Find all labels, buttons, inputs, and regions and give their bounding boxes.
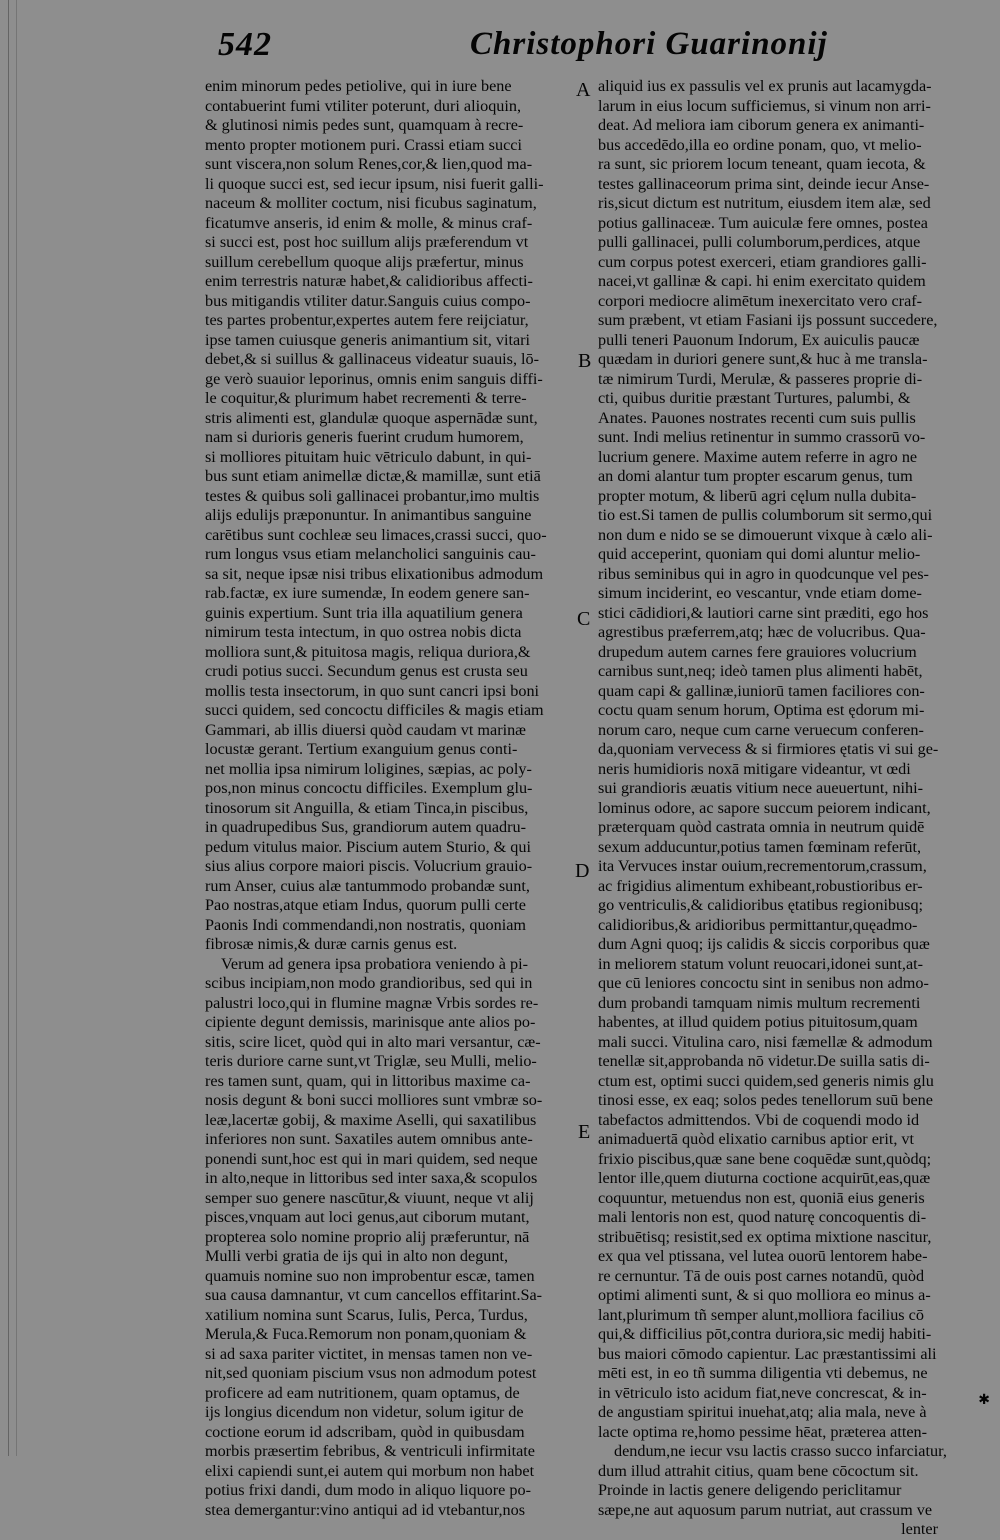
binding-edge-line-inner <box>16 0 17 1456</box>
text-line: propter motum, & liberū agri cęlum nulla dubita- <box>598 486 917 505</box>
text-line: si ad saxa pariter victitet, in mensas tamen non ve- <box>205 1344 533 1363</box>
text-line: Proinde in lactis genere deligendo periclitamur <box>598 1481 902 1499</box>
text-line: stici cādidiori,& lautiori carne sint præditi, ego hos <box>598 603 929 622</box>
text-line: pedum vitulus maior. Piscium autem Sturio, & qui <box>205 837 531 856</box>
text-line: optimi alimenti sunt, & si quo molliora eo minus a- <box>598 1286 931 1304</box>
text-line: in quadrupedibus Sus, grandiorum autem quadru- <box>205 818 526 836</box>
right-text-column <box>598 77 962 1540</box>
text-line: bus sunt etiam animellæ dictæ,& mamillæ, sunt etiā <box>205 467 541 485</box>
text-line: stribuētisq; resistit,sed ex optima mixtione nascitur, <box>598 1227 932 1246</box>
text-line: tenellæ sit,approbanda nō videtur.De suilla satis di- <box>598 1052 930 1070</box>
text-line: sæpe,ne aut aquosum parum nutriat, aut crassum ve <box>598 1500 933 1519</box>
text-line: tinosorum sit Anguilla, & etiam Tinca,in piscibus, <box>205 798 529 817</box>
text-line: ex qua vel ptissana, vel lutea ouorū lentorem habe- <box>598 1247 928 1265</box>
text-line: norum caro, neque cum carne veruecum conferen- <box>598 720 924 739</box>
text-line: deat. Ad meliora iam ciborum genera ex animanti- <box>598 116 925 134</box>
text-line: larum in eius locum sufficiemus, si vinum non arri- <box>598 96 931 115</box>
text-line: mento propter motionem puri. Crassi etiam succi <box>205 135 522 154</box>
section-marker-d: D <box>575 860 590 882</box>
text-line: suillum cerebellum quoque alijs præfertur, minus <box>205 252 524 271</box>
text-line: si succi est, post hoc suillum alijs præferendum vt <box>205 233 529 251</box>
text-line: succi quidem, sed concoctu difficiles & magis etiam <box>205 701 544 719</box>
text-line: res tamen sunt, quam, qui in littoribus maxime ca- <box>205 1071 531 1090</box>
text-line: ctum est, optimi succi quidem,sed generis nimis glu <box>598 1071 934 1090</box>
text-line: re cernuntur. Tā de ouis post carnes notandū, quòd <box>598 1266 925 1285</box>
text-line: ita Vervuces instar ouium,recrementorum,crassum, <box>598 857 927 875</box>
text-line: ijs longius dicendum non videtur, solum igitur de <box>205 1403 524 1421</box>
text-line: cipiente degunt demissis, marinisque ante alios po- <box>205 1013 536 1031</box>
text-line: rum Anser, cuius alæ tantummodo probandæ sunt, <box>205 876 530 895</box>
text-line: Anates. Pauones nostrates recenti cum suis pullis <box>598 408 916 427</box>
text-line: nit,sed quoniam piscium vsus non admodum potest <box>205 1364 537 1382</box>
text-line: semper suo genere nascūtur,& viuunt, neque vt alij <box>205 1188 534 1207</box>
text-line: pos,non minus concoctu difficiles. Exemplum glu- <box>205 779 533 797</box>
text-line: simum inciderint, eo vescantur, vnde etiam dome- <box>598 584 922 602</box>
text-line: nam si durioris generis fuerint crudum humorem, <box>205 428 524 446</box>
text-line: nosis degunt & boni succi molliores sunt vmbræ so- <box>205 1091 543 1109</box>
left-text-column <box>205 77 573 1520</box>
text-line: qui,& difficilius pōt,contra duriora,sic medij habiti- <box>598 1325 932 1343</box>
text-line: mali lentoris non est, quod naturę concoquentis di- <box>598 1208 927 1226</box>
text-line: frixio piscibus,quæ sane bene coquēdæ sunt,quòdq; <box>598 1149 932 1168</box>
text-line: ficatumve anseris, id enim & molle, & minus craf- <box>205 213 533 232</box>
text-line: inferiores non sunt. Saxatiles autem omnibus ante- <box>205 1130 533 1148</box>
text-line: Mulli verbi gratia de ijs qui in alto non degunt, <box>205 1247 509 1265</box>
text-line: calidioribus,& aridioribus permittantur,quęadmo- <box>598 915 918 934</box>
text-line: mali succi. Vitulina caro, nisi fæmellæ & admodum <box>598 1032 933 1051</box>
text-line: pulli teneri Pauonum Indorum, Ex auiculis paucæ <box>598 330 920 349</box>
text-line: quamuis nomine suo non improbentur escæ, tamen <box>205 1266 535 1285</box>
text-line: tes partes probentur,expertes autem fere reijciatur, <box>205 311 529 329</box>
text-line: Paonis Indi commendandi,non nostratis, quoniam <box>205 915 527 934</box>
page-number: 542 <box>218 26 272 63</box>
text-line: nimirum testa intectum, in quo ostrea nobis dicta <box>205 623 522 641</box>
text-line: ge verò suauior leporinus, omnis enim sanguis diffi- <box>205 369 543 388</box>
text-line: sunt viscera,non solum Renes,cor,& lien,quod ma- <box>205 155 533 173</box>
page-header <box>0 26 1000 70</box>
text-line: ribus seminibus qui in agro in quodcunque vel pes- <box>598 564 929 583</box>
text-line: lacte optima re,homo pessime hēat, præterea atten- <box>598 1422 928 1441</box>
text-line: de angustiam spiritui inuehat,atq; alia mala, neve à <box>598 1403 927 1421</box>
text-line: stris alimenti est, glandulæ quoque aspernādæ sunt, <box>205 408 538 427</box>
text-line: sa sit, neque ipsæ nisi tribus elixationibus admodum <box>205 564 544 583</box>
section-marker-e: E <box>578 1121 591 1143</box>
text-line: præterquam quòd castrata omnia in neutrum quidē <box>598 818 925 836</box>
text-line: cti, quibus duritie præstant Turtures, palumbi, & <box>598 389 911 407</box>
text-line: dum illud attrahit citius, quam bene cōcoctum sit. <box>598 1461 919 1480</box>
ink-speck-icon: ✱ <box>978 1392 990 1408</box>
text-line: xatilium nomina sunt Scarus, Iulis, Perca, Turdus, <box>205 1305 528 1324</box>
text-line: li quoque succi est, sed iecur ipsum, nisi fuerit galli- <box>205 174 544 193</box>
text-line: quam capi & gallinæ,iuniorū tamen faciliores con- <box>598 681 925 700</box>
text-line: mēti est, in eo tñ summa diligentia vti debemus, ne <box>598 1364 928 1382</box>
text-line: habentes, at illud quidem potius pituitosum,quam <box>598 1013 918 1031</box>
text-line: ac frigidius alimentum exhibeant,robustioribus er- <box>598 876 923 895</box>
text-line: non dum e nido se se dimouerunt vixque à cælo ali- <box>598 525 933 544</box>
text-line: sum præbent, vt etiam Fasiani ijs possunt succedere, <box>598 311 938 329</box>
text-line: lominus odore, ac sapore succum peiorem indicant, <box>598 798 931 817</box>
text-line: Verum ad genera ipsa probatiora veniendo à pi- <box>221 954 528 973</box>
text-line: aliquid ius ex passulis vel ex prunis aut lacamygda- <box>598 77 932 95</box>
text-line: drupedum autem carnes fere grauiores volucrium <box>598 642 917 661</box>
text-line: pisces,vnquam aut loci genus,aut ciborum mutant, <box>205 1208 530 1226</box>
text-line: testes gallinaceorum prima sint, deinde iecur Anse- <box>598 174 930 193</box>
text-line: tio est.Si tamen de pullis columborum sit sermo,qui <box>598 506 933 524</box>
text-line: propterea solo nomine proprio alij præferuntur, nā <box>205 1227 530 1246</box>
text-line: guinis expertium. Sunt tria illa aquatilium genera <box>205 603 523 622</box>
text-line: coctione eorum id adscribam, quòd in quibusdam <box>205 1422 525 1441</box>
running-head: Christophori Guarinonij <box>470 26 828 62</box>
text-line: cum corpus potest exerceri, etiam grandiores galli- <box>598 252 927 271</box>
text-line: sius alius corpore maiori piscis. Volucrium grauio- <box>205 857 533 875</box>
text-line: que cū leniores concoctu sint in senibus non admo- <box>598 974 929 992</box>
text-line: ris,sicut dictum est nutritum, eiusdem item alæ, sed <box>598 194 931 212</box>
text-line: rum longus vsus etiam melancholici sanguinis cau- <box>205 545 536 563</box>
text-line: potius gallinaceæ. Tum auiculæ fere omnes, postea <box>598 213 928 232</box>
text-line: in alto,neque in littoribus sed inter saxa,& scopulos <box>205 1169 538 1187</box>
section-marker-c: C <box>577 608 591 630</box>
text-line: in meliorem statum volunt reuocari,idonei sunt,at- <box>598 954 924 973</box>
text-line: crudi potius succi. Secundum genus est crusta seu <box>205 662 528 680</box>
text-line: enim terrestris naturæ habet,& calidioribus affecti- <box>205 272 533 290</box>
text-line: carētibus sunt cochleæ seu limaces,crassi succi, quo- <box>205 525 547 544</box>
text-line: contabuerint fumi vtiliter poterunt, duri alioquin, <box>205 96 522 115</box>
text-line: rab.factæ, ex iure sumendæ, In eodem genere san- <box>205 584 530 602</box>
text-line: go ventriculis,& calidioribus ętatibus regionibusq; <box>598 896 924 914</box>
text-line: ra sunt, sic priorem locum teneant, quam iecota, & <box>598 155 926 173</box>
text-line: lucrium genere. Maxime autem referre in agro ne <box>598 447 918 466</box>
text-line: dum probandi tamquam nimis multum recrementi <box>598 993 921 1012</box>
section-marker-b: B <box>578 350 592 372</box>
text-line: molliora sunt,& pituitosa magis, reliqua duriora,& <box>205 642 531 661</box>
text-line: pulli gallinacei, pulli columborum,perdices, atque <box>598 233 921 251</box>
text-line: & glutinosi nimis pedes sunt, quamquam à recre- <box>205 116 524 134</box>
text-line: bus accedēdo,illa eo ordine ponam, quo, vt melio- <box>598 135 922 154</box>
text-line: ipse tamen cuiusque generis animantium sit, vitari <box>205 330 531 349</box>
text-line: ponendi sunt,hoc est qui in mari quidem, sed neque <box>205 1149 538 1168</box>
text-line: bus maiori cōmodo capientur. Lac præstantissimi ali <box>598 1344 937 1363</box>
text-line: sui grandioris æuatis vitium nece aueuertunt, nihi- <box>598 779 924 797</box>
text-line: net mollia ipsa nimirum loligines, sæpias, ac poly- <box>205 759 532 778</box>
text-line: an domi alantur tum propter escarum genus, tum <box>598 467 913 485</box>
text-line: lant,plurimum tñ semper alunt,molliora facilius cō <box>598 1305 924 1324</box>
text-line: in vētriculo isto acidum fiat,neve concrescat, & in- <box>598 1383 927 1402</box>
text-line: naceum & molliter coctum, nisi ficubus saginatum, <box>205 194 537 212</box>
text-line: coquuntur, metuendus non est, quoniā eius generis <box>598 1188 925 1207</box>
text-line: da,quoniam vervecess & si firmiores ętatis vi sui ge- <box>598 740 939 758</box>
text-line: stea demergantur:vino antiqui ad id vtebantur,nos <box>205 1500 526 1519</box>
text-line: teris duriore carne sunt,vt Triglæ, seu Mulli, melio- <box>205 1052 537 1070</box>
text-line: Gammari, ab illis diuersi quòd caudam vt marinæ <box>205 720 526 739</box>
text-line: nacei,vt gallinæ & capi. hi enim exercitato quidem <box>598 272 926 290</box>
binding-edge-line <box>8 0 9 1456</box>
text-line: mollis testa insectorum, in quo sunt cancri ipsi boni <box>205 681 540 700</box>
text-line: morbis præsertim febribus, & ventriculi infirmitate <box>205 1442 535 1460</box>
text-line: dum Agni quoq; ijs calidis & siccis corporibus quæ <box>598 935 930 953</box>
catchword: lenter <box>901 1520 938 1538</box>
text-line: carnibus sunt,neq; ideò tamen plus alimenti habēt, <box>598 662 923 680</box>
text-line: le coquitur,& plurimum habet recrementi & terre- <box>205 389 527 407</box>
text-line: sitis, scire licet, quòd qui in alto mari versantur, cæ- <box>205 1032 541 1051</box>
text-line: neris humidioris noxā mitigare videantur, vt œdi <box>598 759 911 778</box>
text-line: enim minorum pedes petiolive, qui in iure bene <box>205 77 512 95</box>
text-line: debet,& si suillus & gallinaceus videatur suauis, lō- <box>205 350 540 368</box>
text-line: alijs edulijs præponuntur. In animantibus sanguine <box>205 506 532 524</box>
text-line: coctu quam senum horum, Optima est ędorum mi- <box>598 701 925 719</box>
text-line: dendum,ne iecur vsu lactis crasso succo infarciatur, <box>614 1442 947 1460</box>
text-line: leæ,lacertæ gobij, & maxime Aselli, qui saxatilibus <box>205 1110 537 1129</box>
text-line: testes & quibus soli gallinacei probantur,imo multis <box>205 486 540 505</box>
text-line: proficere ad eam nutritionem, quam optamus, de <box>205 1383 520 1402</box>
text-line: palustri loco,qui in flumine magnæ Vrbis sordes re- <box>205 993 539 1012</box>
text-line: scibus incipiam,non modo grandioribus, sed qui in <box>205 974 533 992</box>
text-line: tæ nimirum Turdi, Merulæ, & passeres proprie di- <box>598 369 923 388</box>
text-line: elixi capiendi sunt,ei autem qui morbum non habet <box>205 1461 535 1480</box>
text-line: animaduertā quòd elixatio carnibus aptior erit, vt <box>598 1130 915 1148</box>
text-line: Merula,& Fuca.Remorum non ponam,quoniam & <box>205 1325 527 1343</box>
text-line: bus mitigandis vtiliter datur.Sanguis cuius compo- <box>205 291 531 310</box>
text-line: tinosi esse, ex eaq; solos pedes tenellorum suū bene <box>598 1091 933 1109</box>
text-line: sexum adducuntur,potius tamen fœminam referūt, <box>598 837 922 856</box>
text-line: agrestibus præferrem,atq; hæc de volucribus. Qua- <box>598 623 926 641</box>
text-line: corpori mediocre alimētum inexercitato vero craf- <box>598 291 923 310</box>
text-line: si molliores pituitam huic vētriculo dabunt, in qui- <box>205 447 532 466</box>
text-line: potius frixi dandi, dum modo in aliquo liquore po- <box>205 1481 531 1499</box>
text-line: Pao nostras,atque etiam Indus, quorum pulli certe <box>205 896 526 914</box>
text-line: sunt. Indi melius retinentur in summo crassorū vo- <box>598 428 926 446</box>
text-line: sua causa damnantur, vt cum cancellos effitarint.Sa- <box>205 1286 543 1304</box>
text-line: locustæ gerant. Tertium exanguium genus conti- <box>205 740 518 758</box>
text-line: quid acceperint, quoniam qui domi aluntur melio- <box>598 545 921 563</box>
text-line: fibrosæ nimis,& duræ carnis genus est. <box>205 935 458 953</box>
section-marker-a: A <box>576 79 591 101</box>
text-line: quædam in duriori genere sunt,& huc à me transla- <box>598 350 928 368</box>
text-line: lentor ille,quem diuturna coctione acquirūt,eas,quæ <box>598 1169 931 1187</box>
text-line: tabefactos admittendos. Vbi de coquendi modo id <box>598 1110 920 1129</box>
